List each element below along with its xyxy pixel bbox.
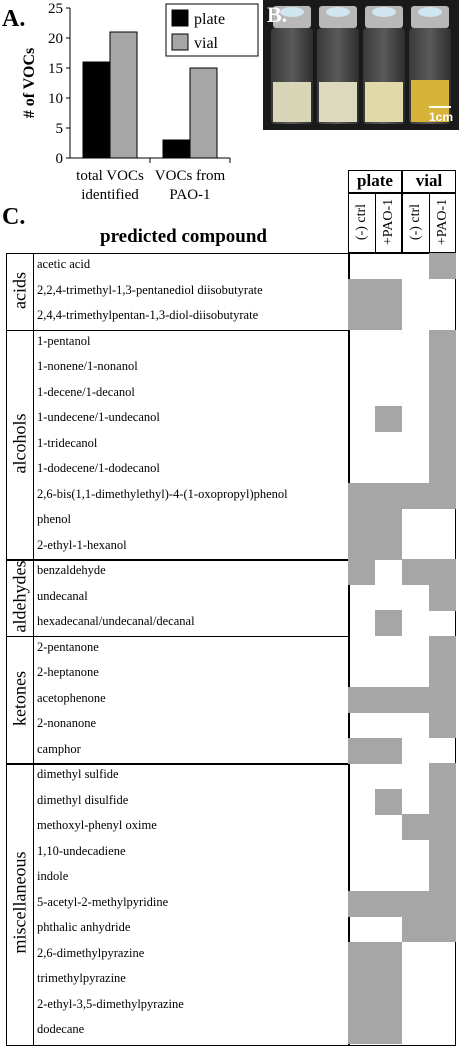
presence-cell bbox=[348, 942, 375, 968]
presence-cell bbox=[375, 687, 402, 713]
compound-label: phenol bbox=[37, 512, 72, 526]
presence-cell bbox=[375, 406, 402, 432]
y-tick-label: 20 bbox=[48, 31, 63, 47]
presence-cell bbox=[402, 814, 429, 840]
compound-label: dimethyl sulfide bbox=[37, 767, 119, 781]
presence-cell bbox=[348, 738, 375, 764]
y-axis-label: # of VOCs bbox=[21, 47, 38, 119]
compound-label: phthalic anhydride bbox=[37, 920, 131, 934]
presence-cell bbox=[375, 610, 402, 636]
label-grid-divider bbox=[348, 253, 350, 1046]
presence-cell bbox=[402, 559, 429, 585]
compound-label: trimethylpyrazine bbox=[37, 971, 126, 985]
presence-cell bbox=[429, 355, 456, 381]
compound-label: 1,10-undecadiene bbox=[37, 843, 126, 858]
group-label-miscellaneous: miscellaneous bbox=[9, 851, 29, 954]
group-label-acids: acids bbox=[9, 272, 29, 310]
compound-label: 2,2,4-trimethyl-1,3-pentanediol diisobutyrate bbox=[37, 282, 263, 297]
compound-label: methoxyl-phenyl oxime bbox=[37, 818, 157, 832]
vial-photo bbox=[263, 0, 459, 130]
group-label-alcohols: alcohols bbox=[9, 413, 29, 474]
presence-cell bbox=[429, 712, 456, 738]
vial-3 bbox=[363, 6, 405, 124]
panel-a-letter: A. bbox=[2, 6, 26, 32]
compound-label: 2,4,4-trimethylpentan-1,3-diol-diisobutyrate bbox=[37, 308, 259, 322]
presence-cell bbox=[375, 1018, 402, 1044]
compound-label: camphor bbox=[37, 741, 81, 756]
presence-cell bbox=[429, 763, 456, 789]
presence-cell bbox=[429, 789, 456, 815]
panel-b-letter: B. bbox=[267, 2, 288, 27]
y-tick-label: 25 bbox=[48, 1, 63, 17]
bar-plate bbox=[163, 140, 190, 158]
presence-cell bbox=[429, 432, 456, 458]
compound-label: 5-acetyl-2-methylpyridine bbox=[37, 894, 169, 909]
presence-cell bbox=[375, 967, 402, 993]
voc-count-bar-chart bbox=[0, 0, 262, 215]
presence-cell bbox=[429, 636, 456, 662]
vial-2 bbox=[317, 6, 359, 124]
scale-label: 1cm bbox=[428, 110, 453, 124]
group-separator bbox=[6, 559, 348, 561]
presence-cell bbox=[429, 916, 456, 942]
presence-cell bbox=[348, 279, 375, 305]
presence-cell bbox=[348, 993, 375, 1019]
presence-cell bbox=[348, 687, 375, 713]
condition-column-label: +PAO-1 bbox=[380, 198, 396, 245]
condition-column-label: (-) ctrl bbox=[353, 203, 369, 240]
presence-cell bbox=[429, 814, 456, 840]
presence-cell bbox=[375, 942, 402, 968]
presence-cell bbox=[429, 559, 456, 585]
compound-label: 2,6-dimethylpyrazine bbox=[37, 945, 145, 960]
compound-label: 1-undecene/1-undecanol bbox=[37, 410, 160, 424]
compound-label: undecanal bbox=[37, 588, 88, 603]
col-divider-3 bbox=[429, 192, 430, 253]
presence-cell bbox=[429, 585, 456, 611]
presence-cell bbox=[375, 534, 402, 560]
y-tick-label: 5 bbox=[55, 121, 63, 137]
presence-cell bbox=[348, 304, 375, 330]
compound-label: indole bbox=[37, 869, 69, 883]
presence-cell bbox=[429, 406, 456, 432]
group-separator bbox=[6, 763, 348, 765]
compound-label: 2-pentanone bbox=[37, 639, 99, 654]
group-label-ketones: ketones bbox=[9, 671, 29, 727]
presence-cell bbox=[429, 457, 456, 483]
bar-plate bbox=[83, 62, 110, 158]
presence-cell bbox=[375, 483, 402, 509]
presence-cell bbox=[375, 891, 402, 917]
x-category-label: VOCs from bbox=[154, 168, 226, 184]
compound-label: benzaldehyde bbox=[37, 563, 106, 577]
scale-bar bbox=[429, 106, 451, 108]
presence-cell bbox=[402, 483, 429, 509]
presence-cell bbox=[429, 661, 456, 687]
presence-cell bbox=[348, 559, 375, 585]
compound-label: 2-nonanone bbox=[37, 716, 97, 730]
presence-cell bbox=[429, 483, 456, 509]
bar-vial bbox=[110, 32, 137, 158]
presence-cell bbox=[402, 687, 429, 713]
compound-label: acetic acid bbox=[37, 257, 91, 271]
condition-column-label: +PAO-1 bbox=[434, 198, 450, 245]
presence-cell bbox=[375, 789, 402, 815]
compound-label: hexadecanal/undecanal/decanal bbox=[37, 614, 195, 628]
y-tick-label: 15 bbox=[48, 61, 63, 77]
presence-cell bbox=[375, 508, 402, 534]
group-label-divider bbox=[33, 253, 34, 1046]
group-label-aldehydes: aldehydes bbox=[9, 560, 29, 633]
presence-cell bbox=[429, 891, 456, 917]
legend-swatch-vial bbox=[172, 34, 188, 50]
compound-column-header: predicted compound bbox=[100, 226, 267, 247]
group-separator bbox=[6, 636, 348, 638]
compound-label: acetophenone bbox=[37, 690, 106, 705]
presence-cell bbox=[429, 330, 456, 356]
presence-cell bbox=[348, 508, 375, 534]
presence-cell bbox=[375, 304, 402, 330]
compound-label: dodecane bbox=[37, 1022, 85, 1036]
legend-label-vial: vial bbox=[194, 35, 218, 52]
panel-c-letter: C. bbox=[2, 204, 26, 230]
compound-label: 1-decene/1-decanol bbox=[37, 384, 135, 399]
presence-cell bbox=[375, 279, 402, 305]
compound-label: 1-dodecene/1-dodecanol bbox=[37, 461, 160, 475]
compound-label: 1-nonene/1-nonanol bbox=[37, 359, 138, 373]
presence-cell bbox=[348, 1018, 375, 1044]
legend-swatch-plate bbox=[172, 10, 188, 26]
bar-vial bbox=[190, 68, 217, 158]
compound-label: 1-tridecanol bbox=[37, 435, 98, 450]
group-separator bbox=[6, 330, 348, 332]
presence-cell bbox=[402, 916, 429, 942]
presence-cell bbox=[348, 967, 375, 993]
compound-label: 1-pentanol bbox=[37, 333, 91, 348]
compound-label: 2-heptanone bbox=[37, 665, 99, 679]
condition-group-plate: plate bbox=[357, 171, 393, 190]
condition-column-label: (-) ctrl bbox=[407, 203, 423, 240]
presence-cell bbox=[402, 891, 429, 917]
presence-cell bbox=[429, 253, 456, 279]
condition-group-vial: vial bbox=[415, 171, 443, 190]
compound-label: 2-ethyl-3,5-dimethylpyrazine bbox=[37, 996, 184, 1011]
presence-cell bbox=[375, 738, 402, 764]
compound-label: dimethyl disulfide bbox=[37, 792, 129, 807]
presence-cell bbox=[348, 891, 375, 917]
presence-cell bbox=[348, 483, 375, 509]
compound-label: 2,6-bis(1,1-dimethylethyl)-4-(1-oxopropyl)phenol bbox=[37, 486, 288, 501]
legend-label-plate: plate bbox=[194, 11, 226, 28]
y-tick-label: 0 bbox=[55, 151, 63, 167]
y-tick-label: 10 bbox=[48, 91, 63, 107]
presence-cell bbox=[429, 840, 456, 866]
x-category-label: identified bbox=[81, 187, 139, 203]
col-divider-1 bbox=[375, 192, 376, 253]
presence-cell bbox=[429, 687, 456, 713]
compound-label: 2-ethyl-1-hexanol bbox=[37, 537, 127, 552]
presence-cell bbox=[348, 534, 375, 560]
presence-cell bbox=[429, 865, 456, 891]
presence-cell bbox=[429, 381, 456, 407]
presence-cell bbox=[375, 993, 402, 1019]
x-category-label: PAO-1 bbox=[169, 187, 211, 203]
x-category-label: total VOCs bbox=[76, 168, 144, 184]
